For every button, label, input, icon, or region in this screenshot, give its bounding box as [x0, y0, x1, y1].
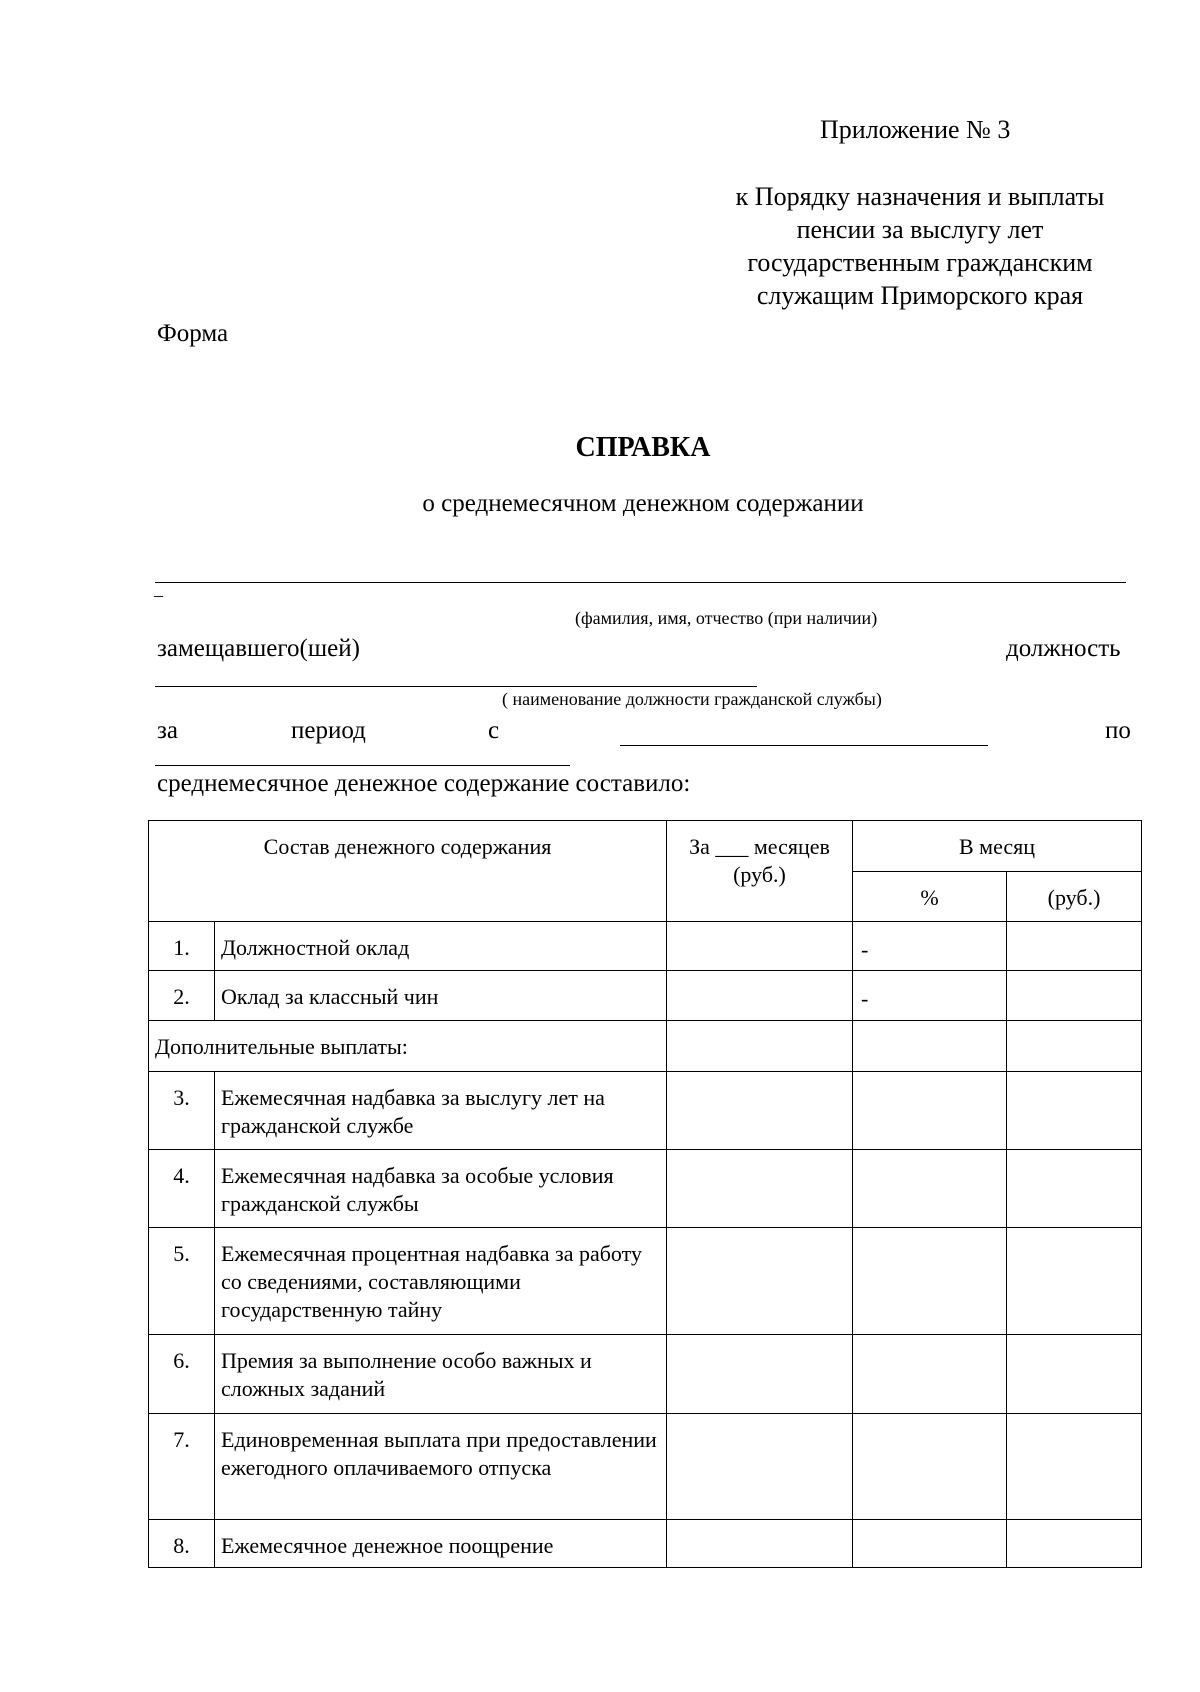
cell-rub[interactable]	[1007, 1520, 1142, 1568]
cell-percent[interactable]	[853, 1228, 1007, 1335]
cell-rub[interactable]	[1007, 971, 1142, 1021]
row-number: 8.	[149, 1520, 215, 1568]
table-header-row	[149, 821, 1142, 872]
period-label: период	[291, 717, 366, 744]
cell-percent[interactable]	[853, 1520, 1007, 1568]
cell-percent[interactable]: -	[853, 971, 1007, 1021]
header-composition: Состав денежного содержания	[149, 821, 667, 922]
row-number: 7.	[149, 1414, 215, 1520]
row-label: Единовременная выплата при предоставлении ежегодного оплачиваемого отпуска	[215, 1414, 667, 1520]
row-number: 5.	[149, 1228, 215, 1335]
row-label: Ежемесячная надбавка за выслугу лет на гражданской службе	[215, 1072, 667, 1150]
cell-rub[interactable]	[1007, 1150, 1142, 1228]
period-to-line[interactable]	[155, 765, 570, 766]
header-per-month: В месяц	[853, 821, 1142, 872]
cell-percent[interactable]	[853, 1150, 1007, 1228]
cell-rub[interactable]	[1007, 1072, 1142, 1150]
header-for-months-line: За ___ месяцев	[689, 834, 830, 859]
row-label: Ежемесячное денежное поощрение	[215, 1520, 667, 1568]
cell-percent[interactable]	[853, 1021, 1007, 1072]
cell-for-months[interactable]	[667, 1520, 853, 1568]
table-row	[149, 1228, 1142, 1335]
cell-for-months[interactable]	[667, 1021, 853, 1072]
row-label: Премия за выполнение особо важных и сложных заданий	[215, 1335, 667, 1414]
period-to-label: по	[1105, 717, 1131, 744]
row-label: Должностной оклад	[215, 922, 667, 971]
cell-percent[interactable]: -	[853, 922, 1007, 971]
row-number: 2.	[149, 971, 215, 1021]
additional-payments-row	[149, 1021, 1142, 1072]
table-row	[149, 1414, 1142, 1520]
table-row	[149, 1335, 1142, 1414]
addressee-line: государственным гражданским	[747, 248, 1093, 277]
position-label: должность	[1006, 635, 1121, 662]
table-row	[149, 1072, 1142, 1150]
cell-for-months[interactable]	[667, 1072, 853, 1150]
addressee-line: служащим Приморского края	[756, 281, 1084, 310]
cell-rub[interactable]	[1007, 1228, 1142, 1335]
name-line[interactable]	[155, 582, 1126, 583]
appendix-number: Приложение № 3	[820, 115, 1011, 144]
cell-for-months[interactable]	[667, 1414, 853, 1520]
addressee-line: к Порядку назначения и выплаты	[735, 182, 1105, 211]
dash-mark: –	[154, 585, 163, 605]
position-caption: ( наименование должности гражданской службы)	[502, 689, 882, 709]
cell-for-months[interactable]	[667, 922, 853, 971]
salary-table	[148, 820, 1142, 1568]
replaced-label: замещавшего(шей)	[157, 635, 360, 662]
header-rub: (руб.)	[1007, 872, 1142, 922]
addressee-line: пенсии за выслугу лет	[796, 215, 1044, 244]
table-row	[149, 971, 1142, 1021]
cell-rub[interactable]	[1007, 1335, 1142, 1414]
header-for-months-unit: (руб.)	[733, 862, 786, 887]
table-row	[149, 1520, 1142, 1568]
table-row	[149, 922, 1142, 971]
additional-payments-label: Дополнительные выплаты:	[149, 1021, 667, 1072]
cell-for-months[interactable]	[667, 1335, 853, 1414]
appendix-addressee	[700, 180, 1140, 312]
row-number: 4.	[149, 1150, 215, 1228]
cell-percent[interactable]	[853, 1072, 1007, 1150]
row-label: Оклад за классный чин	[215, 971, 667, 1021]
header-for-months	[667, 821, 853, 922]
period-from-label: с	[488, 717, 500, 744]
cell-rub[interactable]	[1007, 1414, 1142, 1520]
cell-for-months[interactable]	[667, 971, 853, 1021]
row-number: 1.	[149, 922, 215, 971]
cell-rub[interactable]	[1007, 922, 1142, 971]
table-row	[149, 1150, 1142, 1228]
row-label: Ежемесячная надбавка за особые условия гражданской службы	[215, 1150, 667, 1228]
document-subtitle: о среднемесячном денежном содержании	[422, 490, 864, 517]
cell-percent[interactable]	[853, 1335, 1007, 1414]
cell-rub[interactable]	[1007, 1021, 1142, 1072]
cell-for-months[interactable]	[667, 1228, 853, 1335]
cell-for-months[interactable]	[667, 1150, 853, 1228]
period-from-line[interactable]	[620, 745, 988, 746]
name-caption: (фамилия, имя, отчество (при наличии)	[575, 608, 878, 628]
cell-percent[interactable]	[853, 1414, 1007, 1520]
row-label: Ежемесячная процентная надбавка за работу со сведениями, составляющими государственную тайну	[215, 1228, 667, 1335]
row-number: 3.	[149, 1072, 215, 1150]
amount-label: среднемесячное денежное содержание составило:	[157, 770, 691, 797]
form-label: Форма	[157, 320, 229, 347]
position-line[interactable]	[155, 686, 757, 687]
header-percent: %	[853, 872, 1007, 922]
period-for-label: за	[157, 717, 178, 744]
document-title: СПРАВКА	[575, 432, 711, 463]
row-number: 6.	[149, 1335, 215, 1414]
